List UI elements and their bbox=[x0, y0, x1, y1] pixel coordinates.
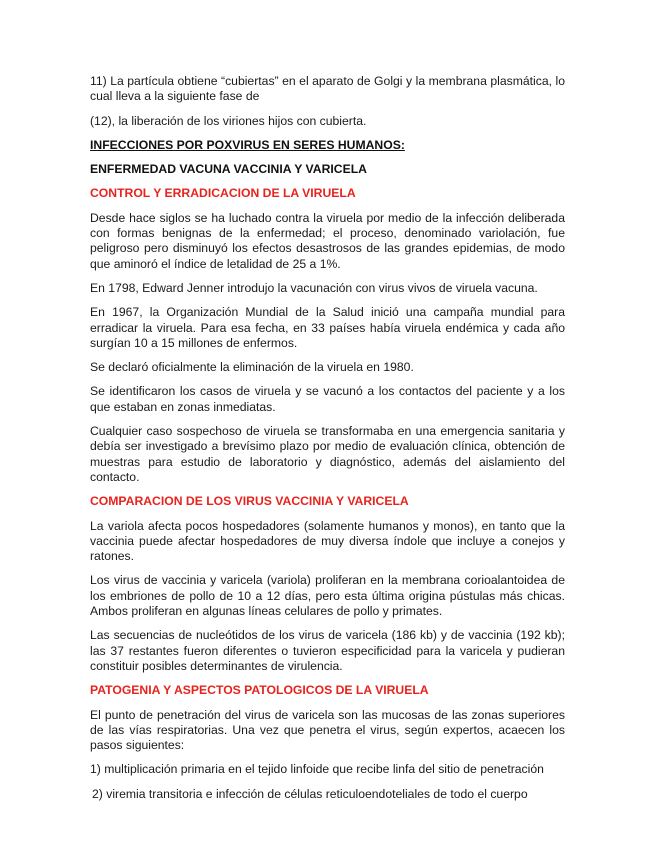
paragraph-control-1: Desde hace siglos se ha luchado contra la viruela por medio de la infección deliberada con formas benignas de la enfermedad; el proceso, denominado variolación, fue peligroso pero disminuyó los efectos desastrosos de las grandes epidemias, de modo que aminoró el índice de letalidad de 25 a 1%. bbox=[90, 210, 565, 271]
heading-control: CONTROL Y ERRADICACION DE LA VIRUELA bbox=[90, 186, 356, 201]
paragraph-patogenia-2: 1) multiplicación primaria en el tejido linfoide que recibe linfa del sitio de penetración bbox=[90, 762, 544, 777]
heading-infecciones: INFECCIONES POR POXVIRUS EN SERES HUMANOS: bbox=[90, 137, 405, 152]
heading-patogenia: PATOGENIA Y ASPECTOS PATOLOGICOS DE LA VIRUELA bbox=[90, 683, 429, 698]
heading-comparacion: COMPARACION DE LOS VIRUS VACCINIA Y VARICELA bbox=[90, 494, 409, 509]
paragraph-comparacion-2: Los virus de vaccinia y varicela (variola) proliferan en la membrana corioalantoidea de los embriones de pollo de 10 a 12 días, pero esta última origina pústulas más chicas. Ambos proliferan en algunas líneas celulares de pollo y primates. bbox=[90, 573, 565, 619]
paragraph-intro-1: 11) La partícula obtiene “cubiertas” en el aparato de Golgi y la membrana plasmática, lo cual lleva a la siguiente fase de bbox=[90, 74, 565, 104]
paragraph-control-3: En 1967, la Organización Mundial de la Salud inició una campaña mundial para erradicar la viruela. Para esa fecha, en 33 países había viruela endémica y cada año surgían 10 a 15 millones de enfermos. bbox=[90, 305, 565, 350]
paragraph-patogenia-1: El punto de penetración del virus de varicela son las mucosas de las zonas superiores de las vías respiratorias. Una vez que penetra el virus, según expertos, acaecen los pasos siguientes: bbox=[90, 707, 565, 753]
paragraph-control-5: Se identificaron los casos de viruela y se vacunó a los contactos del paciente y a los que estaban en zonas inmediatas. bbox=[90, 384, 565, 414]
paragraph-intro-2: (12), la liberación de los viriones hijos con cubierta. bbox=[90, 113, 367, 128]
paragraph-comparacion-3: Las secuencias de nucleótidos de los virus de varicela (186 kb) y de vaccinia (192 kb); las 37 restantes fueron diferentes o tuvieron especificidad para la varicela y pudieran constituir posibles determinantes de virulencia. bbox=[90, 628, 565, 673]
paragraph-comparacion-1: La variola afecta pocos hospedadores (solamente humanos y monos), en tanto que la vaccinia puede afectar hospedadores de muy diversa índole que incluye a conejos y ratones. bbox=[90, 518, 565, 564]
heading-enfermedad: ENFERMEDAD VACUNA VACCINIA Y VARICELA bbox=[90, 162, 367, 177]
paragraph-control-6: Cualquier caso sospechoso de viruela se transformaba en una emergencia sanitaria y debía ser investigado a brevísimo plazo por medio de evaluación clínica, obtención de muestras para estudio de laboratorio y diagnóstico, además del aislamiento del contacto. bbox=[90, 424, 565, 484]
paragraph-control-2: En 1798, Edward Jenner introdujo la vacunación con virus vivos de viruela vacuna. bbox=[90, 280, 538, 295]
paragraph-patogenia-3: 2) viremia transitoria e infección de células reticuloendoteliales de todo el cuerpo bbox=[92, 786, 528, 801]
paragraph-control-4: Se declaró oficialmente la eliminación de la viruela en 1980. bbox=[90, 360, 414, 375]
